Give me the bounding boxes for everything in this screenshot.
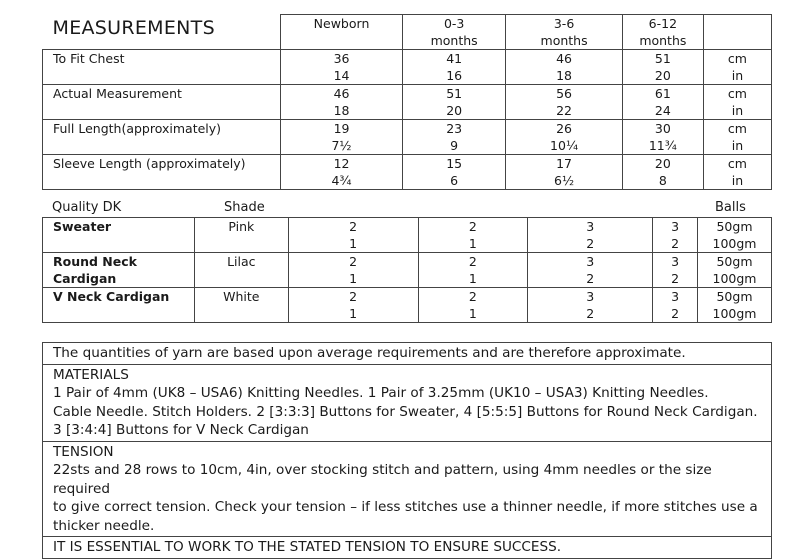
table-cell: 19 7½ [281, 120, 403, 155]
table-cell: 3 2 [528, 288, 653, 323]
unit-cell: cm in [703, 85, 771, 120]
materials-line: 1 Pair of 4mm (UK8 – USA6) Knitting Needles. 1 Pair of 3.25mm (UK10 – USA3) Knitting Needles. [53, 385, 709, 401]
table-cell: 56 22 [506, 85, 623, 120]
garment-name: V Neck Cardigan [43, 288, 195, 323]
materials-line: Cable Needle. Stitch Holders. 2 [3:3:3] Buttons for Sweater, 4 [5:5:5] Buttons for Round Neck Cardigan. [53, 403, 758, 420]
table-cell: 61 24 [622, 85, 703, 120]
row-label: Actual Measurement [43, 85, 281, 120]
table-cell: 30 11¾ [622, 120, 703, 155]
unit-cell: cm in [703, 120, 771, 155]
table-row [43, 85, 772, 120]
size-header-0-3: 0-3 months [403, 15, 506, 50]
table-cell: 46 18 [281, 85, 403, 120]
table-cell: 2 1 [288, 253, 418, 288]
garment-shade: Lilac [194, 253, 288, 288]
size-header-6-12: 6-12 months [622, 15, 703, 50]
table-row [43, 253, 772, 288]
unit-cell: 50gm 100gm [698, 288, 772, 323]
measurements-title-text: MEASUREMENTS [52, 16, 215, 39]
table-row [43, 120, 772, 155]
table-cell: 12 4¾ [281, 155, 403, 190]
table-cell: 2 1 [418, 253, 528, 288]
garment-shade: White [194, 288, 288, 323]
table-row [43, 155, 772, 190]
table-cell: 36 14 [281, 50, 403, 85]
table-cell: 41 16 [403, 50, 506, 85]
table-row [43, 50, 772, 85]
measurements-table [42, 14, 772, 190]
table-row [43, 288, 772, 323]
table-cell: 46 18 [506, 50, 623, 85]
essential-note [42, 536, 772, 559]
measurements-header-row [43, 15, 772, 50]
shade-label: Shade [224, 200, 265, 215]
garment-name: Sweater [43, 218, 195, 253]
table-cell: 3 2 [653, 253, 698, 288]
balls-label: Balls [715, 200, 746, 215]
quality-label: Quality DK [52, 200, 122, 215]
table-cell: 17 6½ [506, 155, 623, 190]
row-label: Sleeve Length (approximately) [43, 155, 281, 190]
tension-title: TENSION [53, 443, 114, 460]
tension-line: 22sts and 28 rows to 10cm, 4in, over stocking stitch and pattern, using 4mm needles or the size required [53, 462, 712, 497]
table-cell: 20 8 [622, 155, 703, 190]
tension-line: thicker needle. [53, 517, 155, 534]
table-cell: 2 1 [288, 288, 418, 323]
materials-section [42, 364, 772, 441]
unit-cell: cm in [703, 50, 771, 85]
size-header-newborn: Newborn [281, 15, 403, 50]
table-cell: 2 1 [418, 218, 528, 253]
essential-text: IT IS ESSENTIAL TO WORK TO THE STATED TENSION TO ENSURE SUCCESS. [53, 539, 562, 555]
unit-cell: 50gm 100gm [698, 218, 772, 253]
table-cell: 3 2 [653, 218, 698, 253]
garment-name: Round Neck Cardigan [43, 253, 195, 288]
unit-cell: 50gm 100gm [698, 253, 772, 288]
row-label: To Fit Chest [43, 50, 281, 85]
garment-shade: Pink [194, 218, 288, 253]
quantities-note [42, 342, 772, 364]
yarn-table [42, 217, 772, 323]
table-cell: 23 9 [403, 120, 506, 155]
tension-line: to give correct tension. Check your tension – if less stitches use a thinner needle, if more stitches use a [53, 499, 758, 515]
table-row [43, 218, 772, 253]
table-cell: 51 20 [403, 85, 506, 120]
table-cell: 2 1 [418, 288, 528, 323]
table-cell: 3 2 [653, 288, 698, 323]
unit-header [703, 15, 771, 50]
table-cell: 3 2 [528, 218, 653, 253]
measurements-title [43, 15, 281, 50]
quantities-text: The quantities of yarn are based upon average requirements and are therefore approximate. [53, 345, 686, 361]
table-cell: 26 10¼ [506, 120, 623, 155]
size-header-3-6: 3-6 months [506, 15, 623, 50]
table-cell: 2 1 [288, 218, 418, 253]
materials-title: MATERIALS [53, 366, 129, 383]
tension-section [42, 441, 772, 537]
notes-box [42, 342, 772, 559]
table-cell: 51 20 [622, 50, 703, 85]
materials-line: 3 [3:4:4] Buttons for V Neck Cardigan [53, 422, 309, 438]
row-label: Full Length(approximately) [43, 120, 281, 155]
unit-cell: cm in [703, 155, 771, 190]
table-cell: 15 6 [403, 155, 506, 190]
table-cell: 3 2 [528, 253, 653, 288]
